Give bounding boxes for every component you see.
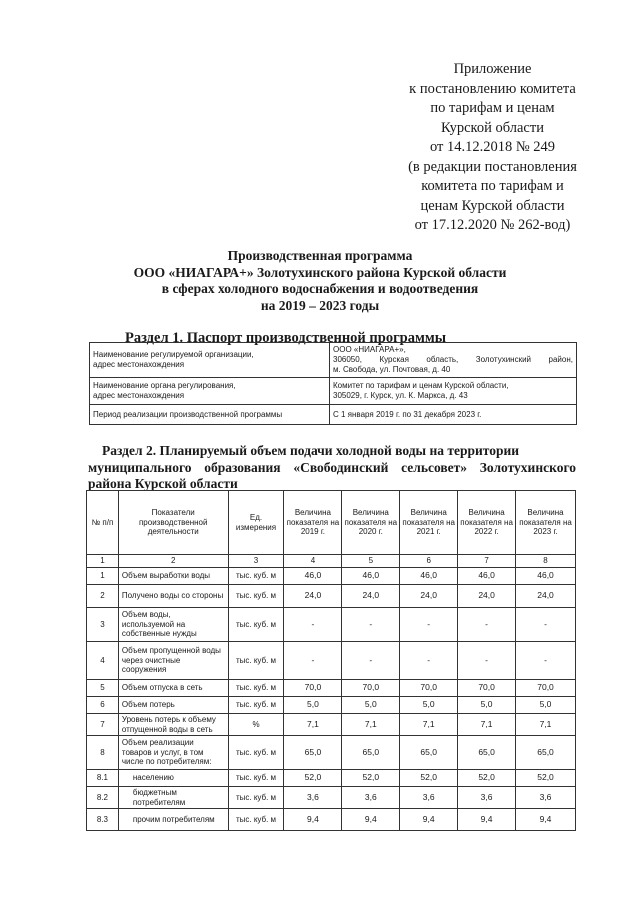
value-cell: - — [400, 642, 458, 680]
value-cell: 70,0 — [516, 680, 576, 697]
value-cell: 46,0 — [516, 568, 576, 585]
value-cell: 9,4 — [284, 809, 342, 831]
table-row — [87, 714, 576, 736]
value-cell: 70,0 — [284, 680, 342, 697]
value-cell: 24,0 — [516, 585, 576, 608]
column-header: № п/п — [87, 491, 119, 555]
value-cell: - — [516, 608, 576, 642]
appendix-line: к постановлению комитета — [409, 80, 576, 97]
value-cell: 65,0 — [458, 736, 516, 770]
table-row — [90, 405, 577, 425]
value-cell: 5,0 — [400, 697, 458, 714]
title-line: ООО «НИАГАРА+» Золотухинского района Курской области — [133, 264, 507, 280]
appendix-line: Курской области — [441, 119, 544, 136]
value-cell: 65,0 — [516, 736, 576, 770]
value-cell: - — [516, 642, 576, 680]
value-cell: 7,1 — [458, 714, 516, 736]
value-cell: 52,0 — [284, 770, 342, 787]
table-row — [90, 378, 577, 405]
heading-line: муниципального образования «Свободинский сельсовет» Золотухинского — [88, 459, 576, 475]
unit-cell: тыс. куб. м — [228, 809, 284, 831]
indicator-name: Объем выработки воды — [118, 568, 228, 585]
value-cell: 65,0 — [342, 736, 400, 770]
row-number: 6 — [87, 697, 119, 714]
title-line: в сферах холодного водоснабжения и водоотведения — [161, 281, 479, 296]
value-cell: 7,1 — [516, 714, 576, 736]
unit-cell: тыс. куб. м — [228, 585, 284, 608]
indicator-name: прочим потребителям — [118, 809, 228, 831]
table-row — [87, 809, 576, 831]
value-cell: 5,0 — [284, 697, 342, 714]
indicator-name: Объем реализации товаров и услуг, в том числе по потребителям: — [118, 736, 228, 770]
indicator-name: Объем воды, используемой на собственные нужды — [118, 608, 228, 642]
indicator-name: Объем пропущенной воды через очистные сооружения — [118, 642, 228, 680]
unit-cell: тыс. куб. м — [228, 736, 284, 770]
column-header: Величина показателя на 2022 г. — [458, 491, 516, 555]
value-cell: 65,0 — [400, 736, 458, 770]
appendix-line: комитета по тарифам и — [421, 178, 564, 194]
value-cell: 3,6 — [284, 787, 342, 809]
heading-line: Раздел 2. Планируемый объем подачи холодной воды на территории — [102, 443, 520, 458]
passport-value: ООО «НИАГАРА+», 306050, Курская область, Золотухинский район, м. Свобода, ул. Почтовая, д. 40 — [330, 343, 577, 378]
row-number: 1 — [87, 568, 119, 585]
value-cell: 24,0 — [400, 585, 458, 608]
row-number: 3 — [87, 608, 119, 642]
passport-label: Период реализации производственной программы — [90, 405, 330, 425]
indicator-name: Объем отпуска в сеть — [118, 680, 228, 697]
value-cell: - — [400, 608, 458, 642]
table-row — [87, 736, 576, 770]
value-cell: 5,0 — [342, 697, 400, 714]
value-cell: 3,6 — [458, 787, 516, 809]
appendix-line: ценам Курской области — [420, 197, 565, 214]
value-cell: 7,1 — [400, 714, 458, 736]
passport-value: С 1 января 2019 г. по 31 декабря 2023 г. — [330, 405, 577, 425]
row-number: 7 — [87, 714, 119, 736]
value-cell: 65,0 — [284, 736, 342, 770]
unit-cell: тыс. куб. м — [228, 608, 284, 642]
value-cell: 52,0 — [516, 770, 576, 787]
unit-cell: тыс. куб. м — [228, 568, 284, 585]
row-number: 8.2 — [87, 787, 119, 809]
value-cell: 3,6 — [400, 787, 458, 809]
value-cell: - — [284, 608, 342, 642]
passport-label: Наименование регулируемой организации, адрес местонахождения — [90, 343, 330, 378]
table-row — [87, 697, 576, 714]
row-number: 8.1 — [87, 770, 119, 787]
column-header: Величина показателя на 2023 г. — [516, 491, 576, 555]
value-cell: - — [458, 608, 516, 642]
value-cell: 52,0 — [400, 770, 458, 787]
unit-cell: тыс. куб. м — [228, 697, 284, 714]
table-header-row — [87, 491, 576, 555]
value-cell: 70,0 — [400, 680, 458, 697]
section2-heading — [88, 443, 576, 493]
passport-table — [89, 342, 577, 425]
value-cell: - — [342, 608, 400, 642]
value-cell: - — [284, 642, 342, 680]
appendix-line: Приложение — [453, 61, 532, 77]
value-cell: 46,0 — [458, 568, 516, 585]
column-header: Показатели производственной деятельности — [118, 491, 228, 555]
table-row — [87, 585, 576, 608]
value-cell: 5,0 — [516, 697, 576, 714]
row-number: 5 — [87, 680, 119, 697]
unit-cell: тыс. куб. м — [228, 680, 284, 697]
appendix-line: (в редакции постановления — [408, 158, 577, 175]
value-cell: 52,0 — [342, 770, 400, 787]
indicator-name: бюджетным потребителям — [118, 787, 228, 809]
heading-line: района Курской области — [88, 476, 238, 491]
value-cell: 9,4 — [458, 809, 516, 831]
appendix-line: по тарифам и ценам — [430, 100, 555, 116]
appendix-line: от 17.12.2020 № 262-вод) — [414, 217, 571, 233]
value-cell: 5,0 — [458, 697, 516, 714]
value-cell: 9,4 — [342, 809, 400, 831]
indicator-name: Получено воды со стороны — [118, 585, 228, 608]
value-cell: 24,0 — [458, 585, 516, 608]
title-line: Производственная программа — [227, 248, 413, 263]
row-number: 4 — [87, 642, 119, 680]
indicator-name: населению — [118, 770, 228, 787]
indicator-name: Уровень потерь к объему отпущенной воды в сеть — [118, 714, 228, 736]
table-row — [87, 787, 576, 809]
unit-cell: тыс. куб. м — [228, 787, 284, 809]
value-cell: 46,0 — [284, 568, 342, 585]
table-row — [87, 770, 576, 787]
unit-cell: % — [228, 714, 284, 736]
value-cell: 24,0 — [342, 585, 400, 608]
document-title — [85, 248, 555, 314]
value-cell: 24,0 — [284, 585, 342, 608]
unit-cell: тыс. куб. м — [228, 770, 284, 787]
value-cell: 70,0 — [458, 680, 516, 697]
appendix-line: от 14.12.2018 № 249 — [429, 139, 556, 155]
value-cell: 46,0 — [400, 568, 458, 585]
unit-cell: тыс. куб. м — [228, 642, 284, 680]
table-row — [90, 343, 577, 378]
value-cell: 70,0 — [342, 680, 400, 697]
value-cell: 46,0 — [342, 568, 400, 585]
table-row — [87, 680, 576, 697]
column-header: Величина показателя на 2021 г. — [400, 491, 458, 555]
row-number: 2 — [87, 585, 119, 608]
table-row — [87, 568, 576, 585]
value-cell: - — [458, 642, 516, 680]
appendix-block — [380, 60, 605, 236]
indicator-name: Объем потерь — [118, 697, 228, 714]
value-cell: 7,1 — [342, 714, 400, 736]
value-cell: 7,1 — [284, 714, 342, 736]
value-cell: - — [342, 642, 400, 680]
table-row — [87, 608, 576, 642]
value-cell: 9,4 — [516, 809, 576, 831]
column-header: Ед. измерения — [228, 491, 284, 555]
column-header: Величина показателя на 2019 г. — [284, 491, 342, 555]
volume-table — [86, 490, 576, 831]
row-number: 8.3 — [87, 809, 119, 831]
value-cell: 52,0 — [458, 770, 516, 787]
section1-heading: Раздел 1. Паспорт производственной программы — [125, 330, 447, 346]
row-number: 8 — [87, 736, 119, 770]
passport-value: Комитет по тарифам и ценам Курской области, 305029, г. Курск, ул. К. Маркса, д. 43 — [330, 378, 577, 405]
column-header: Величина показателя на 2020 г. — [342, 491, 400, 555]
value-cell: 3,6 — [342, 787, 400, 809]
value-cell: 3,6 — [516, 787, 576, 809]
column-index-row: 1 2 3 4 5 6 7 8 — [87, 555, 576, 568]
table-row — [87, 642, 576, 680]
value-cell: 9,4 — [400, 809, 458, 831]
passport-label: Наименование органа регулирования, адрес местонахождения — [90, 378, 330, 405]
title-line: на 2019 – 2023 годы — [260, 297, 380, 313]
